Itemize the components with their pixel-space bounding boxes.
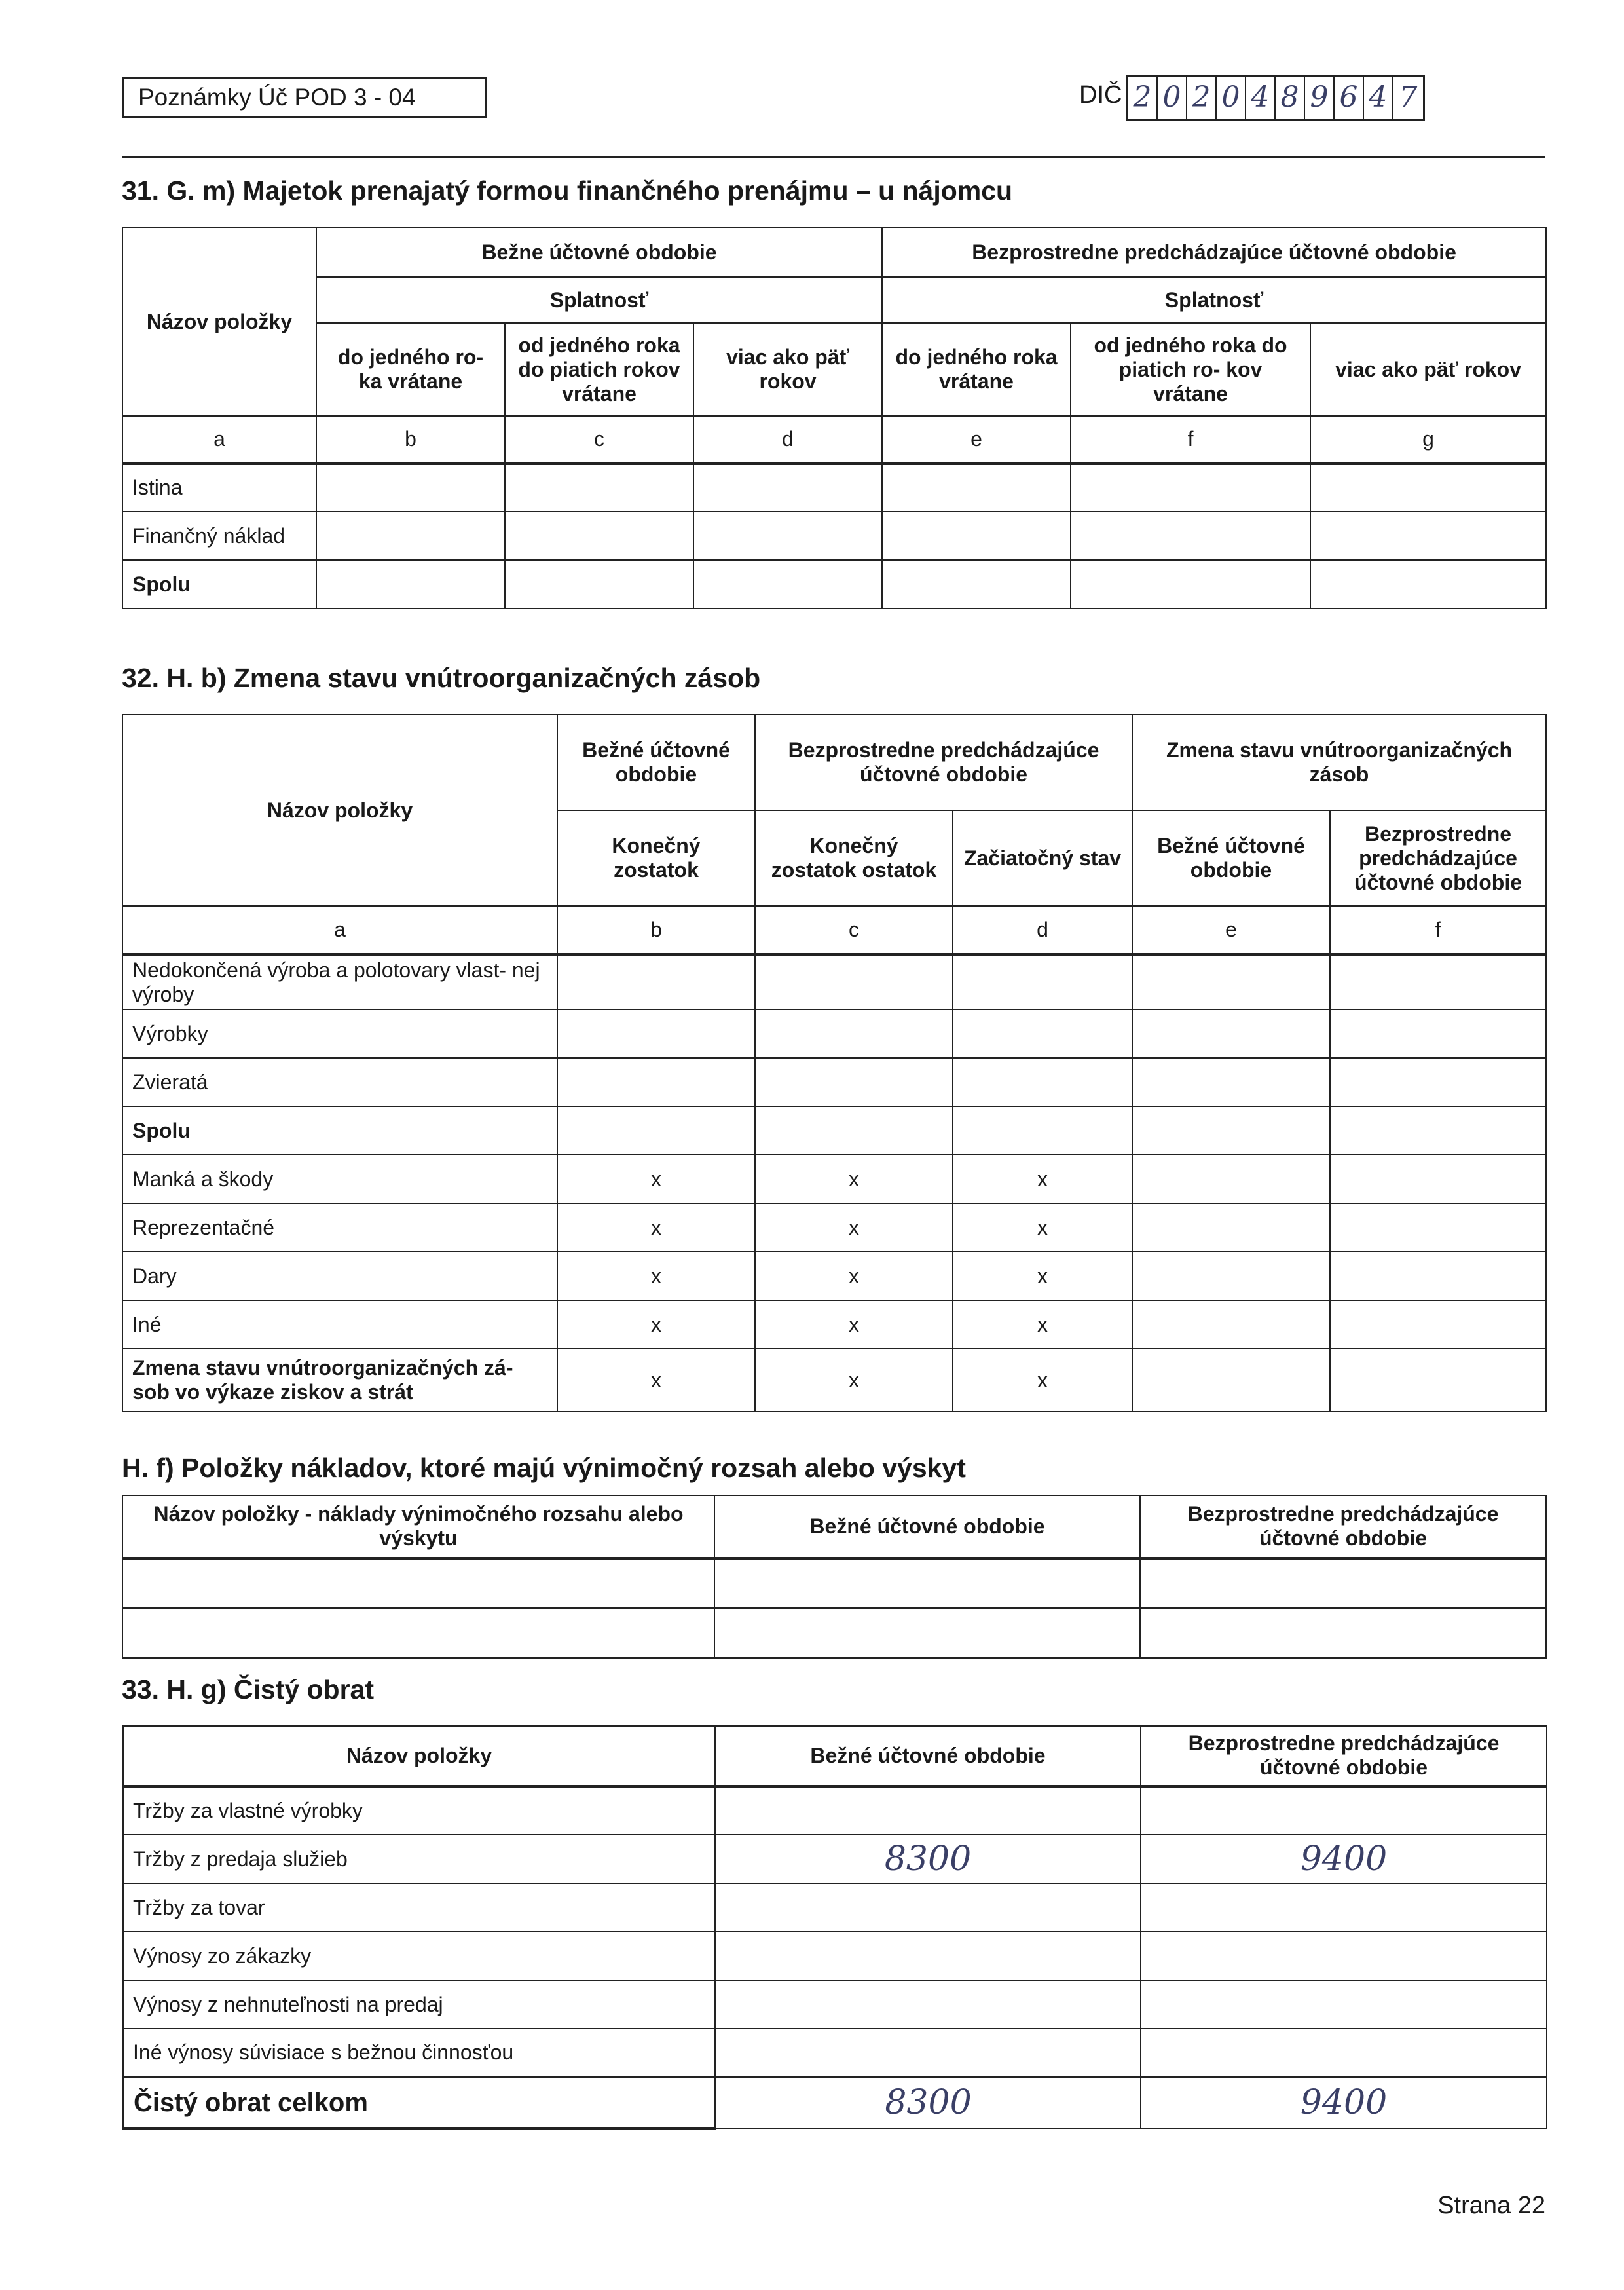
table-row [123, 2029, 1547, 2077]
cell-previous [1141, 1980, 1547, 2029]
cell-current [715, 1883, 1141, 1932]
cell-b: x [557, 1349, 755, 1412]
header-c: Konečný zostatok ostatok [755, 810, 953, 906]
cell-current: 8300 [715, 1835, 1141, 1883]
current-period-header: Bežne účtovné obdobie [316, 227, 882, 277]
cell-b: x [557, 1203, 755, 1252]
table-row [123, 1980, 1547, 2029]
cell-d [953, 1106, 1132, 1155]
cell-previous [1141, 1883, 1547, 1932]
dic-grid [1126, 75, 1425, 121]
col-letter: a [122, 416, 316, 463]
table-row [122, 954, 1546, 1009]
cell-current [715, 1932, 1141, 1980]
row-label: Spolu [122, 560, 316, 609]
header-current: Bežné účtovné obdobie [557, 715, 755, 810]
row-label: Reprezentačné [122, 1203, 557, 1252]
header-e: do jedného roka vrátane [882, 323, 1071, 416]
header-previous: Bezprostredne predchádzajúce účtovné obdobie [755, 715, 1132, 810]
row-label: Nedokončená výroba a polotovary vlast- nej výroby [122, 954, 557, 1009]
cell-b: x [557, 1252, 755, 1300]
cell-current [715, 1786, 1141, 1835]
maturity-header: Splatnosť [882, 277, 1546, 323]
table-33 [122, 1725, 1547, 2130]
header-change: Zmena stavu vnútroorganizačných zásob [1132, 715, 1546, 810]
dic-digit: 2 [1128, 77, 1158, 119]
col-letter: g [1310, 416, 1546, 463]
col-letter: b [316, 416, 505, 463]
dic-digit: 8 [1276, 77, 1305, 119]
cell-b [557, 1009, 755, 1058]
row-label: Tržby za tovar [123, 1883, 715, 1932]
table-row [122, 1203, 1546, 1252]
header-rule [122, 156, 1545, 158]
table-row [123, 1786, 1547, 1835]
header-d: viac ako päť rokov [693, 323, 882, 416]
total-previous: 9400 [1141, 2077, 1547, 2128]
cell-previous [1141, 2029, 1547, 2077]
row-label: Výnosy zo zákazky [123, 1932, 715, 1980]
table-row [122, 1608, 1546, 1658]
section-33-title: 33. H. g) Čistý obrat [122, 1674, 375, 1704]
table-row [123, 1932, 1547, 1980]
header-d: Začiatočný stav [953, 810, 1132, 906]
row-label: Výnosy z nehnuteľnosti na predaj [123, 1980, 715, 2029]
table-row [122, 1058, 1546, 1106]
table-row [122, 1106, 1546, 1155]
cell-c [755, 1009, 953, 1058]
col-letter: d [953, 906, 1132, 954]
total-label: Čistý obrat celkom [123, 2077, 715, 2128]
table-row [122, 1558, 1546, 1608]
cell-previous [1141, 1932, 1547, 1980]
dic-label: DIČ [1079, 81, 1122, 109]
dic-digit: 9 [1305, 77, 1335, 119]
total-current: 8300 [715, 2077, 1141, 2128]
row-label: Výrobky [122, 1009, 557, 1058]
header-f: Bezprostredne predchádzajúce účtovné obdobie [1330, 810, 1546, 906]
cell-c: x [755, 1252, 953, 1300]
cell-b: x [557, 1155, 755, 1203]
cell-d [953, 1058, 1132, 1106]
cell-c: x [755, 1155, 953, 1203]
header-f: od jedného roka do piatich ro- kov vrátane [1071, 323, 1310, 416]
header-b: do jedného ro- ka vrátane [316, 323, 505, 416]
header-c: od jedného roka do piatich rokov vrátane [505, 323, 693, 416]
table-row [122, 1349, 1546, 1412]
cell-d [953, 954, 1132, 1009]
header-b: Konečný zostatok [557, 810, 755, 906]
row-label: Finančný náklad [122, 512, 316, 560]
cell-d: x [953, 1300, 1132, 1349]
dic-digit: 4 [1364, 77, 1393, 119]
row-label: Tržby z predaja služieb [123, 1835, 715, 1883]
col-letter: e [1132, 906, 1330, 954]
cell-b: x [557, 1300, 755, 1349]
cell-b [557, 1058, 755, 1106]
col-name-header: Názov položky - náklady výnimočného rozsahu alebo výskytu [122, 1495, 714, 1558]
col-current-header: Bežné účtovné obdobie [714, 1495, 1140, 1558]
table-row [122, 560, 1546, 609]
cell-c [755, 954, 953, 1009]
section-32-title: 32. H. b) Zmena stavu vnútroorganizačných zásob [122, 663, 761, 693]
cell-current [715, 1980, 1141, 2029]
row-label: Istina [122, 463, 316, 512]
table-32 [122, 714, 1547, 1412]
col-letter: e [882, 416, 1071, 463]
cell-c: x [755, 1203, 953, 1252]
col-letter: b [557, 906, 755, 954]
cell-d: x [953, 1155, 1132, 1203]
col-letter: f [1071, 416, 1310, 463]
col-letter: c [755, 906, 953, 954]
cell-d: x [953, 1252, 1132, 1300]
header-g: viac ako päť rokov [1310, 323, 1546, 416]
cell-b [557, 1106, 755, 1155]
dic-digit: 4 [1246, 77, 1276, 119]
header-e: Bežné účtovné obdobie [1132, 810, 1330, 906]
cell-previous: 9400 [1141, 1835, 1547, 1883]
cell-d [953, 1009, 1132, 1058]
cell-c [755, 1058, 953, 1106]
section-31-title: 31. G. m) Majetok prenajatý formou finančného prenájmu – u nájomcu [122, 176, 1013, 206]
cell-d: x [953, 1203, 1132, 1252]
col-letter: f [1330, 906, 1546, 954]
row-label: Zvieratá [122, 1058, 557, 1106]
cell-c: x [755, 1349, 953, 1412]
cell-c [755, 1106, 953, 1155]
table-row [122, 1252, 1546, 1300]
table-31 [122, 227, 1547, 609]
col-current-header: Bežné účtovné obdobie [715, 1726, 1141, 1786]
row-label: Manká a škody [122, 1155, 557, 1203]
cell-c: x [755, 1300, 953, 1349]
col-previous-header: Bezprostredne predchádzajúce účtovné obdobie [1141, 1726, 1547, 1786]
dic-digit: 2 [1187, 77, 1217, 119]
col-name-header: Názov položky [122, 227, 316, 416]
section-hf-title: H. f) Položky nákladov, ktoré majú výnimočný rozsah alebo výskyt [122, 1453, 966, 1483]
col-letter: d [693, 416, 882, 463]
table-row [122, 512, 1546, 560]
table-row [123, 1835, 1547, 1883]
cell-current [715, 2029, 1141, 2077]
form-label: Poznámky Úč POD 3 - 04 [122, 77, 487, 118]
table-row [122, 1155, 1546, 1203]
cell-b [557, 954, 755, 1009]
cell-previous [1141, 1786, 1547, 1835]
col-name-header: Názov položky [122, 715, 557, 906]
col-previous-header: Bezprostredne predchádzajúce účtovné obdobie [1140, 1495, 1546, 1558]
table-row [122, 1009, 1546, 1058]
previous-period-header: Bezprostredne predchádzajúce účtovné obdobie [882, 227, 1546, 277]
table-row [123, 1883, 1547, 1932]
dic-digit: 0 [1217, 77, 1246, 119]
total-row [123, 2077, 1547, 2128]
row-label: Spolu [122, 1106, 557, 1155]
table-hf [122, 1495, 1547, 1659]
row-label: Tržby za vlastné výrobky [123, 1786, 715, 1835]
page-number: Strana 22 [1437, 2192, 1545, 2219]
table-row [122, 463, 1546, 512]
row-label: Dary [122, 1252, 557, 1300]
row-label: Zmena stavu vnútroorganizačných zá- sob vo výkaze ziskov a strát [122, 1349, 557, 1412]
dic-digit: 6 [1335, 77, 1364, 119]
dic-digit: 0 [1158, 77, 1187, 119]
dic-digit: 7 [1399, 81, 1418, 114]
cell-d: x [953, 1349, 1132, 1412]
table-row [122, 1300, 1546, 1349]
col-name-header: Názov položky [123, 1726, 715, 1786]
maturity-header: Splatnosť [316, 277, 882, 323]
row-label: Iné výnosy súvisiace s bežnou činnosťou [123, 2029, 715, 2077]
col-letter: a [122, 906, 557, 954]
col-letter: c [505, 416, 693, 463]
row-label: Iné [122, 1300, 557, 1349]
